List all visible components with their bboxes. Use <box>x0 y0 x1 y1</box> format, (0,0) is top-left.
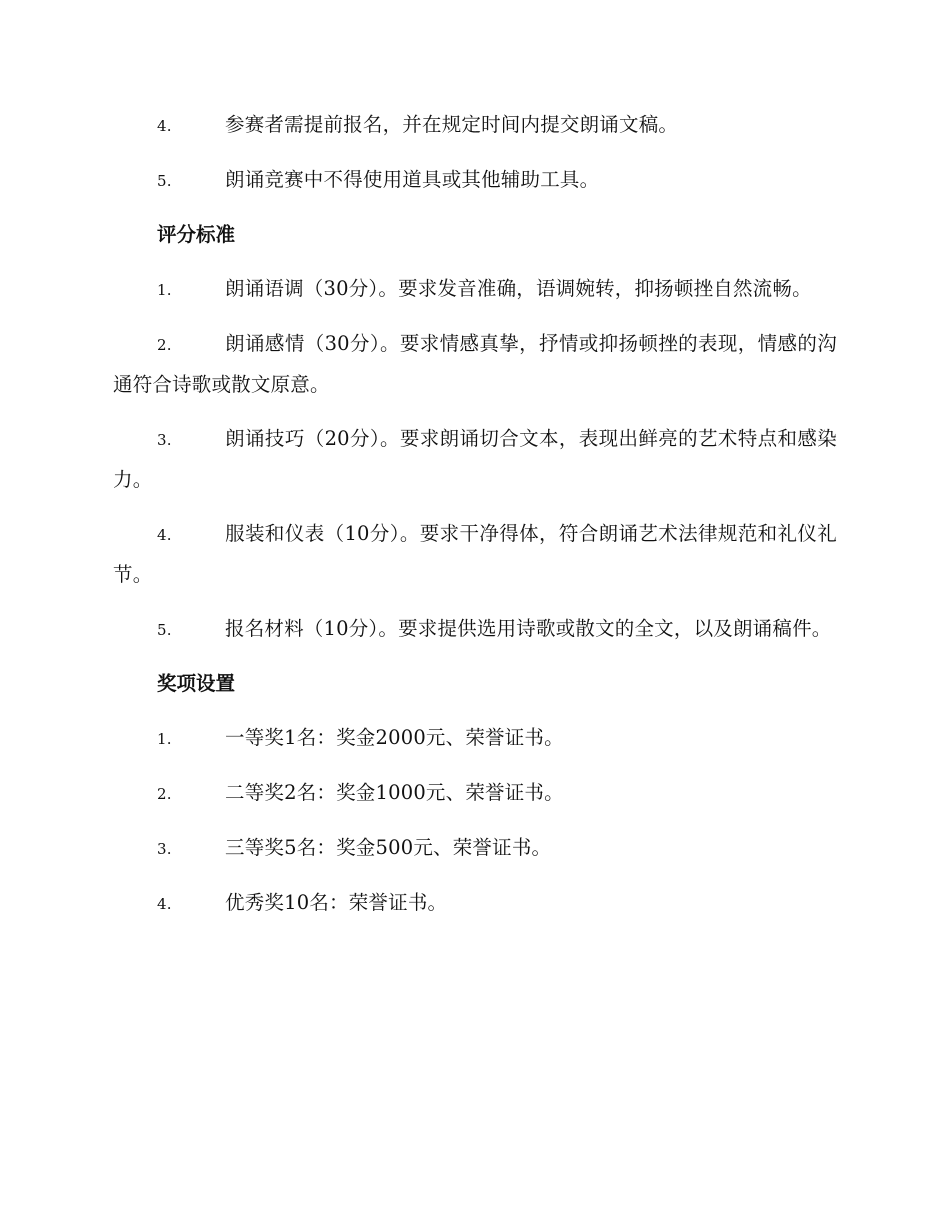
list-item-text: 二等奖2名：奖金1000元、荣誉证书。 <box>225 781 564 804</box>
list-number: 3. <box>157 840 172 858</box>
award-item-1 <box>113 718 837 759</box>
list-item-text: 报名材料（10分）。要求提供选用诗歌或散文的全文，以及朗诵稿件。 <box>225 617 832 640</box>
list-number: 2. <box>157 336 172 354</box>
list-item-text: 朗诵技巧（20分）。要求朗诵切合文本，表现出鲜亮的艺术特点和感染力。 <box>113 427 837 491</box>
rule-item-5 <box>113 160 837 201</box>
list-item-text: 朗诵感情（30分）。要求情感真挚，抒情或抑扬顿挫的表现，情感的沟通符合诗歌或散文原意。 <box>113 332 837 396</box>
list-item-text: 优秀奖10名：荣誉证书。 <box>225 891 448 914</box>
scoring-item-4 <box>113 514 837 595</box>
list-item-text: 朗诵语调（30分）。要求发音准确，语调婉转，抑扬顿挫自然流畅。 <box>225 277 812 300</box>
list-number: 5. <box>157 621 172 639</box>
award-item-2 <box>113 773 837 814</box>
list-item-text: 三等奖5名：奖金500元、荣誉证书。 <box>225 836 552 859</box>
list-number: 2. <box>157 785 172 803</box>
list-item-text: 参赛者需提前报名，并在规定时间内提交朗诵文稿。 <box>225 113 679 136</box>
list-number: 4. <box>157 117 172 135</box>
list-number: 5. <box>157 172 172 190</box>
list-item-text: 服装和仪表（10分）。要求干净得体，符合朗诵艺术法律规范和礼仪礼节。 <box>113 522 837 586</box>
awards-heading: 奖项设置 <box>157 672 236 695</box>
document-page <box>113 105 837 938</box>
list-number: 1. <box>157 730 172 748</box>
scoring-item-5 <box>113 609 837 650</box>
list-item-text: 朗诵竞赛中不得使用道具或其他辅助工具。 <box>225 168 600 191</box>
scoring-heading: 评分标准 <box>157 223 236 246</box>
list-number: 1. <box>157 281 172 299</box>
award-item-3 <box>113 828 837 869</box>
scoring-item-1 <box>113 269 837 310</box>
list-number: 4. <box>157 526 172 544</box>
scoring-item-2 <box>113 324 837 405</box>
award-item-4 <box>113 883 837 924</box>
list-item-text: 一等奖1名：奖金2000元、荣誉证书。 <box>225 726 564 749</box>
scoring-item-3 <box>113 419 837 500</box>
list-number: 4. <box>157 895 172 913</box>
rule-item-4 <box>113 105 837 146</box>
list-number: 3. <box>157 431 172 449</box>
